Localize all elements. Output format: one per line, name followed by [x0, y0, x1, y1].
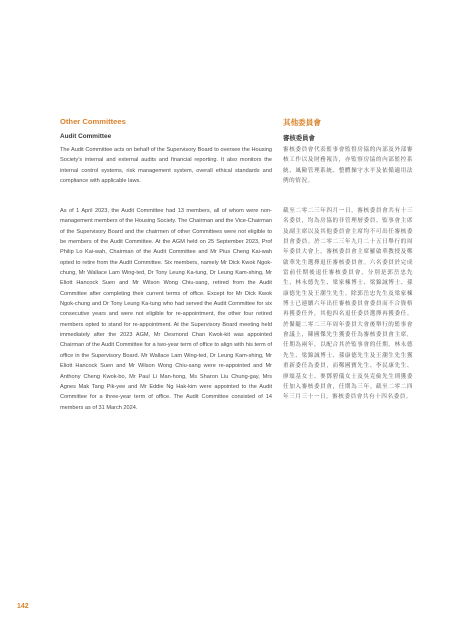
- subsection-title-en: Audit Committee: [60, 133, 112, 140]
- paragraph-en-2: As of 1 April 2023, the Audit Committee had 13 members, all of whom were non-management members of the Housing Society. The Chairman and the Vice-Chairman of the Supervisory Board and the chairmen of other Committees were not eligible to be members of the Audit Committee. At the AGM held on 25 September 2023, Prof Philip Lo Kai-wah, Chairman of the Audit Committee and Mr Pius Cheng Kai-wah opted to retire from the Audit Committee. Six members, namely Mr Dick Kwok Ngok-chung, Mr Wallace Lam Wing-ted, Dr Tony Leung Ka-tung, Dr Leung Kam-shing, Mr Eliott Hancock Suen and Mr Wilson Wong Chiu-sang, retired from the Audit Committee after completing their current terms of office. Except for Mr Dick Kwok Ngok-chung and Dr Tony Leung Ka-tung who had served the Audit Committee for six consecutive years and were not eligible for re-appointment, the other four retired members opted to stand for re-appointment. At the Supervisory Board meeting held immediately after the 2023 AGM, Mr Desmond Chan Kwok-kit was appointed Chairman of the Audit Committee for a two-year term of office to align with his term of office in the Supervisory Board. Mr Wallace Lam Wing-ted, Dr Leung Kam-shing, Mr Eliott Hancock Suen and Mr Wilson Wong Chiu-sang were re-appointed and Mr Anthony Cheng Kwok-bo, Mr Paul Li Man-hong, Ms Sharon Liu Chung-gay, Mrs Agnes Mak Tang Pik-yee and Mr Eddie Ng Hak-kim were appointed to the Audit Committee for a three-year term of office. The Audit Committee consisted of 14 members as of 31 March 2024.: [60, 208, 272, 411]
- section-title-en: Other Committees: [60, 117, 126, 126]
- paragraph-zh-1: 審核委員會代表監事會監督房協的內部及外部審核工作以及財務報告，亦監察房協的內部監控系統、風險管理系統、整體操守水平及依循適用法例的情況。: [283, 147, 413, 185]
- subsection-title-zh: 審核委員會: [283, 135, 315, 142]
- paragraph-zh-2: 截至二零二三年四月一日，審核委員會共有十三名委員，均為房協的非管理層委員。監事會主席及副主席以及其他委員會主席均不可出任審核委員會委員。於二零二三年九月二十五日舉行的周年委員大會上，審核委員會主席羅啟華教授及鄭啟華先生選擇退任審核委員會。六名委員於完成當前任期後退任審核委員會，分別是郭岳忠先生、林永德先生、梁家棟博士、梁錦誠博士、孫康德先生及王潮生先生。除郭岳忠先生及梁家棟博士已連續六年出任審核委員會委員而不合資格再獲委任外，其他四名退任委員選擇再獲委任。於緊隨二零二三年周年委員大會後舉行的監事會會議上，陳國傑先生獲委任為審核委員會主席，任期為兩年，以配合其於監事會的任期。林永德先生、梁錦誠博士、孫康德先生及王潮生先生獲重新委任為委員，而鄭國寶先生、李民康先生、廖頌基女士、麥鄧碧儀女士及吳克儉先生則獲委任加入審核委員會，任期為三年。截至二零二四年三月三十一日，審核委員會共有十四名委員。: [283, 208, 413, 401]
- section-title-zh: 其他委員會: [283, 118, 321, 127]
- page-number: 142: [17, 603, 29, 610]
- paragraph-en-1: The Audit Committee acts on behalf of the Supervisory Board to oversee the Housing Society's internal and external audits and financial reporting. It also monitors the internal control systems, risk management system, overall ethical standards and compliance with applicable laws.: [60, 147, 272, 185]
